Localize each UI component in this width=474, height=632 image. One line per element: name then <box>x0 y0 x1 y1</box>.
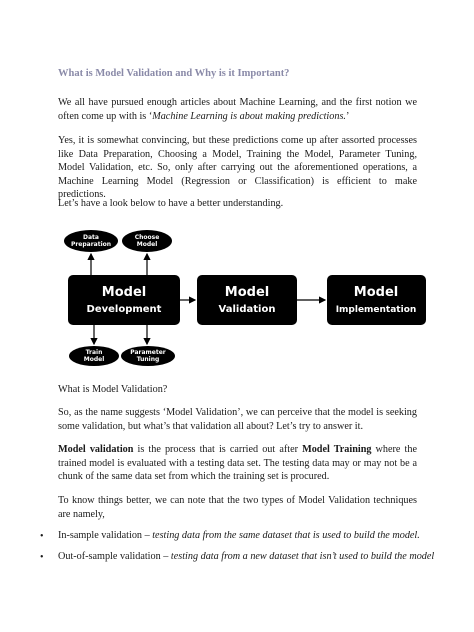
bullet-label: Out-of-sample validation – <box>58 551 171 562</box>
list-item <box>58 529 438 543</box>
train-model-line2: Model <box>83 356 105 363</box>
bullet-label: In-sample validation – <box>58 530 153 541</box>
parameter-tuning-node <box>121 346 175 366</box>
model-implementation-line2: Implementation <box>335 305 417 315</box>
lookbelow-paragraph: Let’s have a look below to have a better understanding. <box>58 198 284 209</box>
model-development-line1: Model <box>101 285 147 300</box>
section-question: What is Model Validation? <box>58 384 168 395</box>
bullet-marker: • <box>40 531 44 542</box>
perceive-paragraph: So, as the name suggests ‘Model Validation’, we can perceive that the model is seeking some validation, but what’s that validation all about? Let’s try to answer it. <box>58 407 417 432</box>
parameter-tuning-line2: Tuning <box>136 356 160 363</box>
intro-end: ’ <box>345 110 350 122</box>
model-implementation-line1: Model <box>353 285 399 300</box>
bullet-desc: testing data from a new dataset that isn’t used to build the model <box>170 551 435 562</box>
model-validation-line2: Validation <box>218 304 276 315</box>
model-implementation-box <box>327 275 426 325</box>
definition-text1: is the process that is carried out after <box>133 444 303 455</box>
model-development-line2: Development <box>86 304 162 315</box>
train-model-node <box>69 346 119 366</box>
definition-text2: where the trained model is evaluated with a testing data set. The testing data may or may not be a chunk of the same data set from which the training set is procured. <box>58 444 417 483</box>
data-preparation-node <box>64 230 118 252</box>
page-title: What is Model Validation and Why is it Important? <box>58 68 290 79</box>
term-model-validation: Model validation <box>58 444 134 455</box>
intro-quote: Machine Learning is about making predictions. <box>152 110 346 122</box>
train-model-line1: Train <box>85 349 103 356</box>
model-validation-box <box>197 275 297 325</box>
model-validation-line1: Model <box>224 285 270 300</box>
model-lifecycle-diagram <box>0 228 474 372</box>
bullet-marker: • <box>40 552 44 563</box>
choose-model-line2: Model <box>136 241 158 248</box>
data-preparation-line1: Data <box>83 234 99 241</box>
list-item <box>58 550 438 564</box>
data-preparation-line2: Preparation <box>70 241 112 248</box>
term-model-training: Model Training <box>302 444 372 455</box>
parameter-tuning-line1: Parameter <box>130 349 166 356</box>
model-development-box <box>68 275 180 325</box>
choose-model-node <box>122 230 172 252</box>
intro-paragraph <box>58 96 417 123</box>
intro-text: We all have pursued enough articles about Machine Learning, and the first notion we often come up with is ‘ <box>58 97 417 122</box>
process-paragraph: Yes, it is somewhat convincing, but these predictions come up after assorted processes like Data Preparation, Choosing a Model, Training the Model, Parameter Tuning, Model Validation, etc. So, only after carrying out the aforementioned operations, a Machine Learning Model (Regression or Classification) is efficient to make predictions. <box>58 135 417 201</box>
techniques-paragraph: To know things better, we can note that the two types of Model Validation techniques are namely, <box>58 495 417 520</box>
definition-paragraph <box>58 443 417 484</box>
bullet-desc: testing data from the same dataset that is used to build the model. <box>152 530 420 541</box>
choose-model-line1: Choose <box>134 234 160 241</box>
